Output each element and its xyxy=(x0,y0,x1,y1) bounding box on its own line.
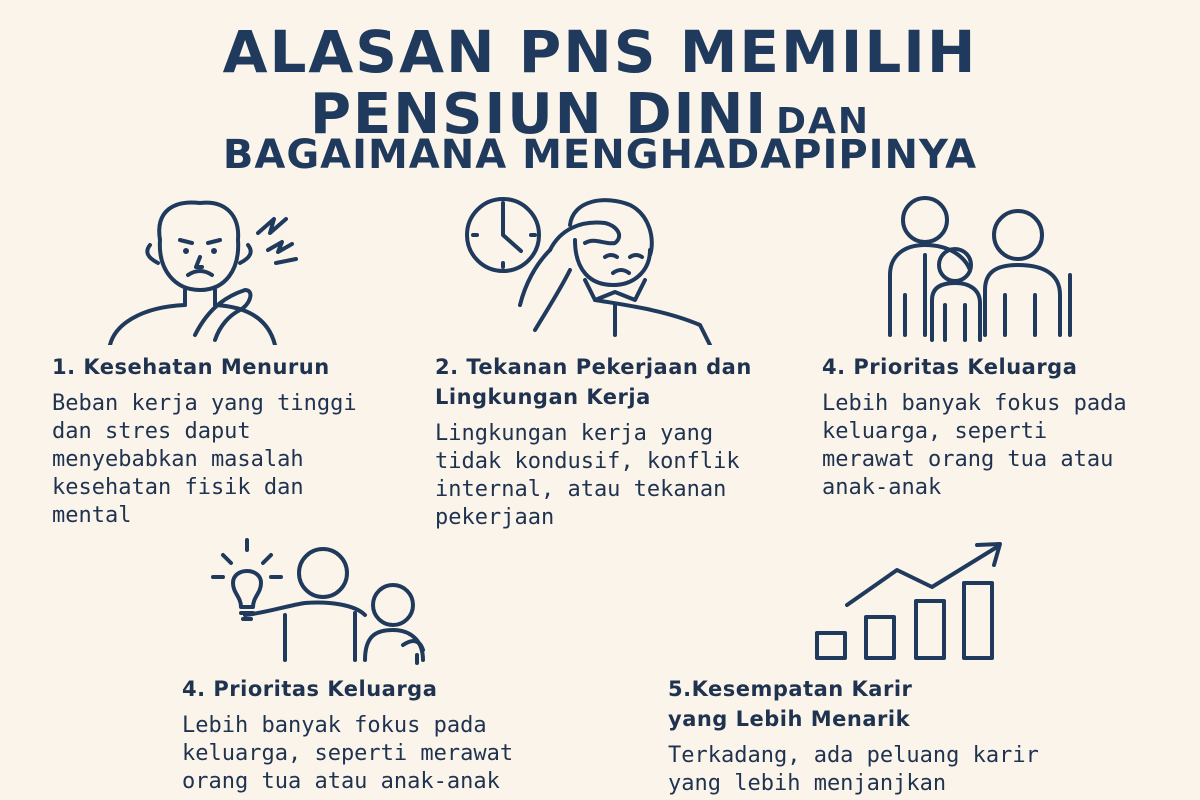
card-body: Beban kerja yang tinggi dan stres daput menyebabkan masalah kesehatan fisik dan mental xyxy=(52,391,357,528)
card-heading: 2. Tekanan Pekerjaan dan Lingkungan Kerja xyxy=(435,355,752,409)
card-body: Terkadang, ada peluang karir yang lebih menjanjkan xyxy=(668,743,1039,796)
title-line-3: BAGAIMANA MENGHADAPIPINYA xyxy=(222,132,978,178)
family-icon xyxy=(870,195,1090,345)
idea-people-icon xyxy=(205,535,465,665)
reason-card-4 xyxy=(182,674,582,796)
reason-card-1 xyxy=(52,352,392,530)
card-heading: 4. Prioritas Keluarga xyxy=(822,355,1078,379)
reason-card-3 xyxy=(822,352,1162,502)
card-heading: 5.Kesempatan Karir yang Lebih Menarik xyxy=(668,677,913,731)
growth-chart-icon xyxy=(812,535,1012,665)
card-heading: 1. Kesehatan Menurun xyxy=(52,355,330,379)
stressed-person-clock-icon xyxy=(465,195,725,345)
title-line-1: ALASAN PNS MEMILIH xyxy=(222,18,978,86)
reason-card-2 xyxy=(435,352,765,532)
card-body: Lebih banyak fokus pada keluarga, seperti merawat orang tua atau anak-anak xyxy=(182,713,514,794)
reason-card-5 xyxy=(668,674,1068,798)
card-heading: 4. Prioritas Keluarga xyxy=(182,677,438,701)
sick-person-icon xyxy=(100,195,330,345)
title-line-2-small: DAN xyxy=(776,101,871,142)
title-line-2-main: PENSIUN DINI xyxy=(309,82,769,147)
card-body: Lingkungan kerja yang tidak kondusif, konflik internal, atau tekanan pekerjaan xyxy=(435,421,740,530)
card-body: Lebih banyak fokus pada keluarga, seperti merawat orang tua atau anak-anak xyxy=(822,391,1127,500)
